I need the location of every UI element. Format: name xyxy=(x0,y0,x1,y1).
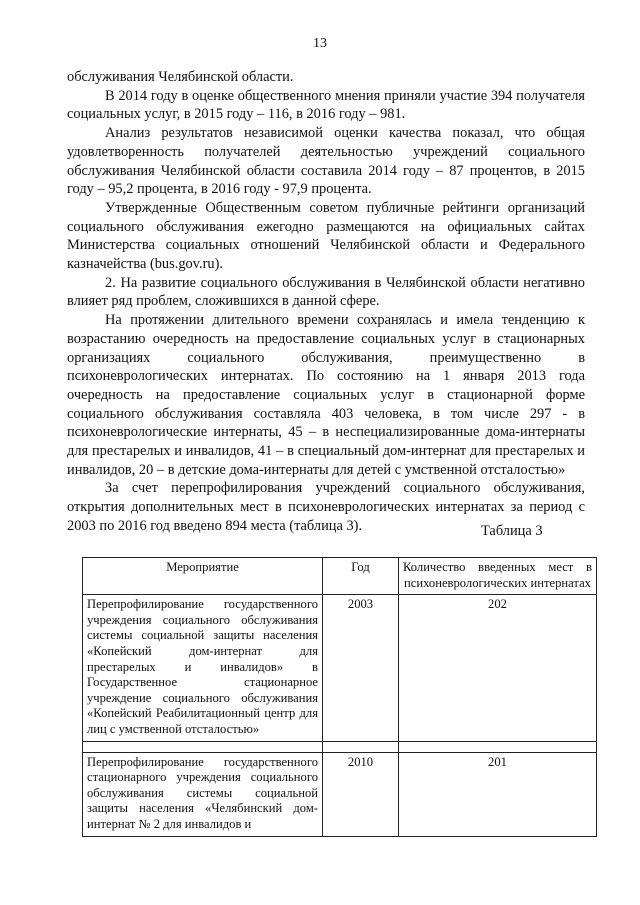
header-event: Мероприятие xyxy=(83,558,323,595)
table-3 xyxy=(82,557,597,837)
paragraph-reprofiling: За счет перепрофилирования учреждений социального обслуживания, открытия дополнительных мест в психоневрологических интернатах за период с 2003 по 2016 год введено 894 места (таблица 3). xyxy=(67,480,585,534)
paragraph-ratings: Утвержденные Общественным советом публичные рейтинги организаций социального обслуживания ежегодно размещаются на официальных сайтах Министерства социальных отношений Челябинской области и Федерального казначейства (bus.gov.ru). xyxy=(67,199,585,273)
table-caption: Таблица 3 xyxy=(481,523,543,539)
body-text xyxy=(67,68,585,536)
table-row xyxy=(83,752,597,836)
row-year: 2003 xyxy=(323,595,399,741)
row-year: 2010 xyxy=(323,752,399,836)
paragraph-continuation: обслуживания Челябинской области. xyxy=(67,69,294,85)
header-count-line2: психоневрологических интернатах xyxy=(404,575,591,590)
paragraph-problems: 2. На развитие социального обслуживания в Челябинской области негативно влияет ряд проблем, сложившихся в данной сфере. xyxy=(67,274,585,310)
table-header-row xyxy=(83,558,597,595)
table-spacer-row xyxy=(83,741,597,752)
paragraph-satisfaction: Анализ результатов независимой оценки качества показал, что общая удовлетворенность получателей деятельностью учреждений социального обслуживания Челябинской области составила 2014 году – 87 процентов, в 2015 году – 95,2 процента, в 2016 году - 97,9 процента. xyxy=(67,125,585,198)
paragraph-survey: В 2014 году в оценке общественного мнения приняли участие 394 получателя социальных услуг, в 2015 году – 116, в 2016 году – 981. xyxy=(67,87,585,123)
header-count-line1: Количество введенных мест в xyxy=(403,560,592,574)
row-count: 202 xyxy=(399,595,597,741)
row-event: Перепрофилирование государственного учреждения социального обслуживания системы социальной защиты населения «Копейский дом-интернат для престарелых и инвалидов» в Государственное стационарное учреждение социального обслуживания «Копейский Реабилитационный центр для лиц с умственной отсталостью» xyxy=(83,595,323,741)
row-count: 201 xyxy=(399,752,597,836)
header-count xyxy=(399,558,597,595)
row-event: Перепрофилирование государственного стационарного учреждения социального обслуживания системы социальной защиты населения «Челябинский дом-интернат № 2 для инвалидов и xyxy=(83,752,323,836)
page-number: 13 xyxy=(313,36,327,51)
header-year: Год xyxy=(323,558,399,595)
table-row xyxy=(83,595,597,741)
paragraph-queue: На протяжении длительного времени сохранялась и имела тенденцию к возрастанию очередность на предоставление социальных услуг в стационарных организациях социального обслуживания, преимущественно в психоневрологических интернатах. По состоянию на 1 января 2013 года очередность на предоставление социальных услуг в стационарной форме социального обслуживания составляла 403 человека, в том числе 297 - в психоневрологические интернаты, 45 – в неспециализированные дома-интернаты для престарелых и инвалидов, 41 – в специальный дом-интернат для престарелых и инвалидов, 20 – в детские дома-интернаты для детей с умственной отсталостью» xyxy=(67,312,585,478)
